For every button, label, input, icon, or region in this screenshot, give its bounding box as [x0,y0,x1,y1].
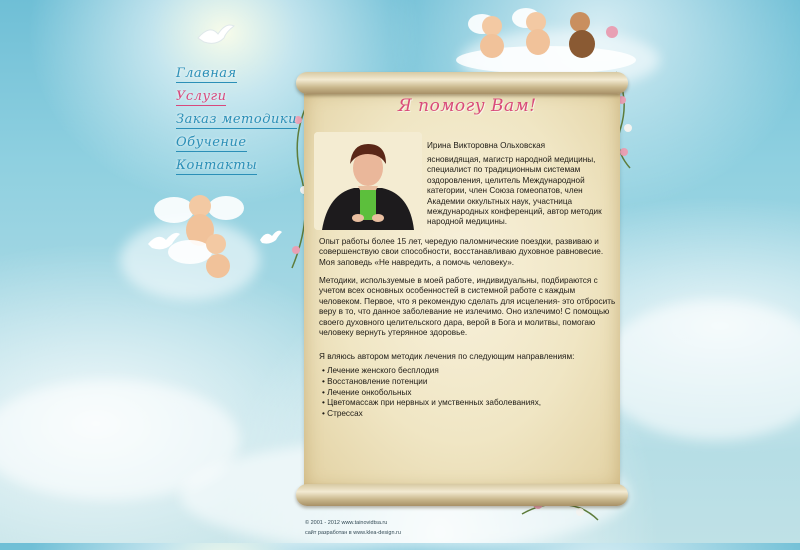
author-bio: ясновидящая, магистр народной медицины, специалист по традиционным системам оздоровления, целитель Международной категории, член Союза гомеопатов, член Академии оккультных наук, участница международных конференций, автор методик народной медицины. [427,155,602,227]
author-name: Ирина Викторовна Ольховская [427,141,546,150]
nav-item-services[interactable]: Услуги [176,89,227,104]
portrait-photo [314,132,422,230]
footer [305,518,401,538]
paragraph-experience: Опыт работы более 15 лет, чередую паломнические поездки, развиваю и совершенствую свои способности, восстанавливаю духовное равновесие. Моя заповедь «Не навредить, а помочь человеку». [319,237,604,267]
nav-item-contacts[interactable]: Контакты [176,158,258,173]
list-item: • Лечение онкобольных [322,388,541,399]
directions-intro: Я вляюсь автором методик лечения по следующим направлениям: [319,352,575,361]
nav-item-training[interactable]: Обучение [176,135,247,150]
scroll-roll-bottom [296,484,628,506]
scroll-roll-top [296,72,628,94]
directions-list [322,366,541,420]
list-item: • Восстановление потенции [322,377,541,388]
angel-icon [152,186,252,286]
list-item: • Лечение женского бесплодия [322,366,541,377]
dove-icon [196,20,236,50]
footer-copyright: © 2001 - 2012 www.tainovidtsa.ru [305,520,388,526]
list-item: • Стрессах [322,409,541,420]
page-heading: Я помогу Вам! [398,96,537,116]
nav-item-order-method[interactable]: Заказ методики [176,112,297,127]
cloud [600,300,800,440]
nav-item-home[interactable]: Главная [176,66,237,81]
dove-icon [258,228,284,246]
angel-icon [456,2,636,72]
list-item: • Цветомассаж при нервных и умственных заболеваниях, [322,398,541,409]
main-nav [176,64,297,179]
paragraph-methods: Методики, используемые в моей работе, индивидуальны, подбираются с учетом всех основных особенностей в системной работе с каждым человеком. Первое, что я рекомендую сделать для исцеления- это отбросить веру в то, что данное заболевание не излечимо. Оно излечимо! С помощью своего духовного целительского дара, верой в Бога и молитвы, помогаю человеку вернуть утерянное здоровье. [319,276,616,338]
footer-developer-link[interactable]: сайт разработан в www.klea-design.ru [305,530,401,536]
